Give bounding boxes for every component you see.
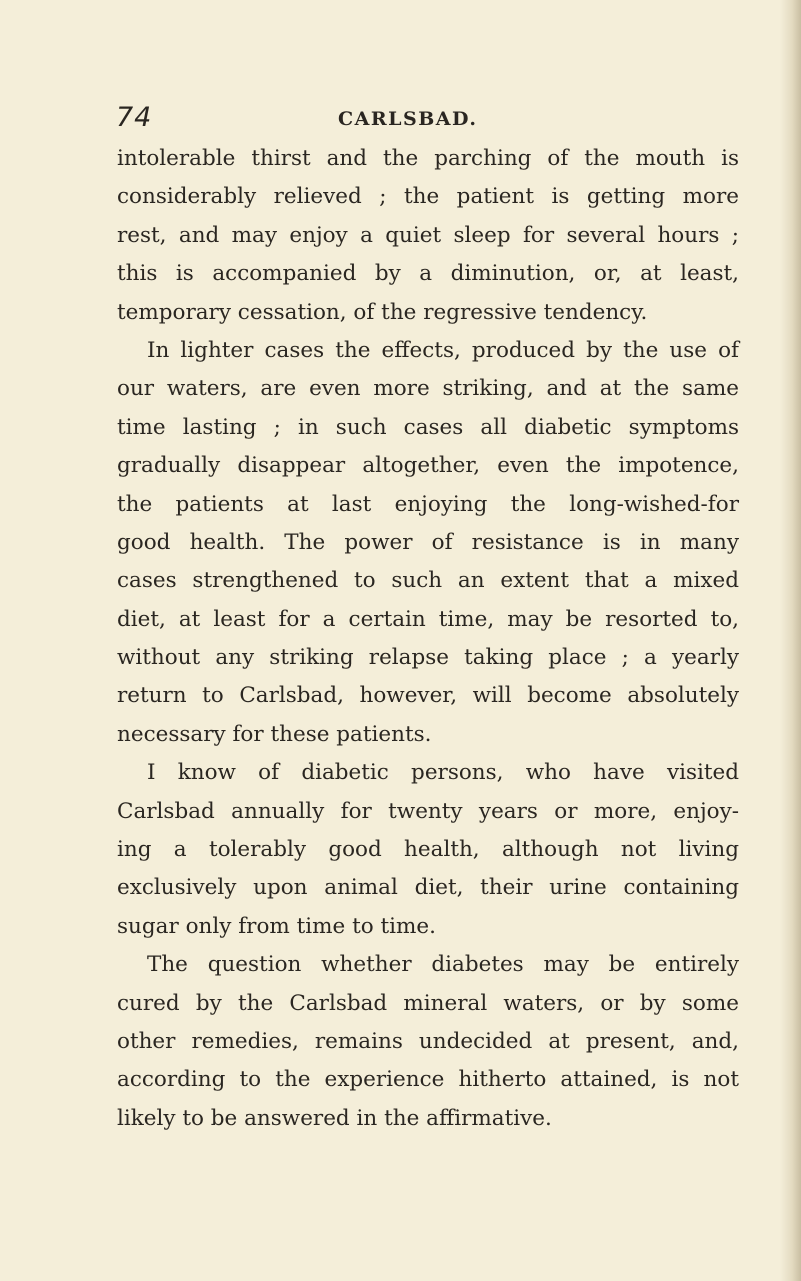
text-line: good health. The power of resistance is in many <box>117 529 739 555</box>
running-head: CARLSBAD. <box>338 108 478 130</box>
text-line: without any striking relapse taking place ; a yearly <box>117 645 739 671</box>
paragraph <box>117 140 739 332</box>
text-line: The question whether diabetes may be entirely <box>147 952 739 978</box>
page-number: 74 <box>116 102 153 133</box>
text-line: rest, and may enjoy a quiet sleep for several hours ; <box>117 222 739 248</box>
paragraph <box>117 332 739 754</box>
text-line: necessary for these patients. <box>117 721 432 747</box>
text-line: the patients at last enjoying the long-wished-for <box>117 491 739 517</box>
text-line: ing a tolerably good health, although not living <box>117 837 739 863</box>
text-line: I know of diabetic persons, who have visited <box>147 760 739 786</box>
text-line: according to the experience hitherto attained, is not <box>117 1067 739 1093</box>
text-line: our waters, are even more striking, and at the same <box>117 376 739 402</box>
body-text <box>117 140 739 1138</box>
text-line: this is accompanied by a diminution, or, at least, <box>117 261 739 287</box>
text-line: exclusively upon animal diet, their urine containing <box>117 875 739 901</box>
text-line: cases strengthened to such an extent that a mixed <box>117 568 739 594</box>
text-line: temporary cessation, of the regressive tendency. <box>117 299 648 325</box>
text-line: In lighter cases the effects, produced by the use of <box>147 337 739 363</box>
paragraph <box>117 946 739 1138</box>
text-line: other remedies, remains undecided at present, and, <box>117 1028 739 1054</box>
text-line: Carlsbad annually for twenty years or more, enjoy- <box>117 798 739 824</box>
page-header <box>116 102 676 138</box>
text-line: return to Carlsbad, however, will become absolutely <box>117 683 739 709</box>
text-line: sugar only from time to time. <box>117 913 436 939</box>
text-line: likely to be answered in the affirmative. <box>117 1105 552 1131</box>
text-line: gradually disappear altogether, even the impotence, <box>117 453 739 479</box>
paragraph <box>117 754 739 946</box>
text-line: diet, at least for a certain time, may be resorted to, <box>117 606 739 632</box>
text-line: considerably relieved ; the patient is getting more <box>117 184 739 210</box>
text-line: time lasting ; in such cases all diabetic symptoms <box>117 414 739 440</box>
text-line: cured by the Carlsbad mineral waters, or by some <box>117 990 739 1016</box>
text-line: intolerable thirst and the parching of the mouth is <box>117 146 739 171</box>
